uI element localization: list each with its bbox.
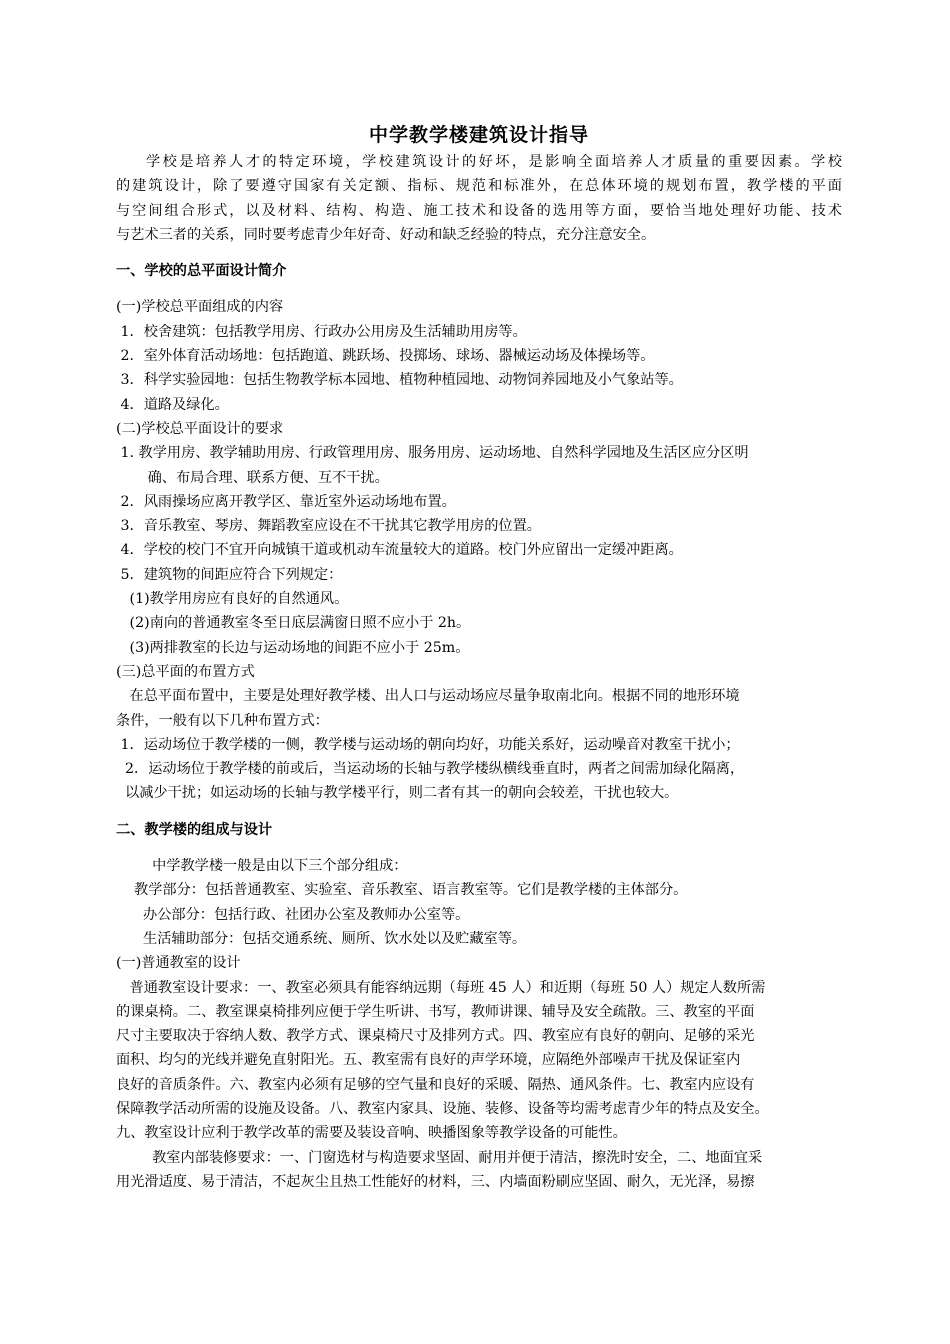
section2-line: (一)普通教室的设计 bbox=[116, 955, 241, 972]
section1-line: 3．科学实验园地：包括生物教学标本园地、植物种植园地、动物饲养园地及小气象站等。 bbox=[116, 372, 683, 389]
section1-line: 确、布局合理、联系方便、互不干扰。 bbox=[116, 469, 389, 486]
section1-line: (3)两排教室的长边与运动场地的间距不应小于 25m。 bbox=[116, 639, 470, 656]
section1-body bbox=[116, 295, 842, 805]
section2-line: 尺寸主要取决于容纳人数、教学方式、课桌椅尺寸及排列方式。四、教室应有良好的朝向、足够的采光 bbox=[116, 1028, 755, 1045]
section2-body bbox=[116, 854, 842, 1194]
section2-line: 教学部分：包括普通教室、实验室、音乐教室、语言教室等。它们是教学楼的主体部分。 bbox=[116, 882, 688, 899]
section2-line: 教室内部装修要求：一、门窗选材与构造要求坚固、耐用并便于清洁，擦洗时安全，二、地面宜采 bbox=[116, 1149, 763, 1166]
section1-line: 2．室外体育活动场地：包括跑道、跳跃场、投掷场、球场、器械运动场及体操场等。 bbox=[116, 348, 655, 365]
section1-line: 2．风雨操场应离开教学区、靠近室外运动场地布置。 bbox=[116, 493, 456, 510]
section1-line: (三)总平面的布置方式 bbox=[116, 663, 255, 680]
section1-line: 以减少干扰；如运动场的长轴与教学楼平行，则二者有其一的朝向会较差，干扰也较大。 bbox=[116, 785, 679, 802]
document-page bbox=[116, 122, 842, 1194]
section1-line: 1．运动场位于教学楼的一侧，教学楼与运动场的朝向均好，功能关系好，运动噪音对教室干扰小； bbox=[116, 736, 740, 753]
section1-line: 5．建筑物的间距应符合下列规定： bbox=[116, 566, 343, 583]
intro-paragraph bbox=[116, 150, 842, 247]
section1-line: 2．运动场位于教学楼的前或后，当运动场的长轴与教学楼纵横线垂直时，两者之间需加绿化隔离， bbox=[116, 761, 745, 778]
section1-line: (一)学校总平面组成的内容 bbox=[116, 299, 284, 316]
section2-line: 九、教室设计应利于教学改革的需要及装设音响、映播图象等教学设备的可能性。 bbox=[116, 1125, 627, 1142]
section2-line: 普通教室设计要求：一、教室必须具有能容纳远期（每班 45 人）和近期（每班 50 人）规定人数所需 bbox=[116, 979, 766, 996]
section1-line: 4．学校的校门不宜开向城镇干道或机动车流量较大的道路。校门外应留出一定缓冲距离。 bbox=[116, 542, 683, 559]
section2-line: 生活辅助部分：包括交通系统、厕所、饮水处以及贮藏室等。 bbox=[116, 930, 527, 947]
document-title: 中学教学楼建筑设计指导 bbox=[368, 124, 589, 146]
section2-line: 的课桌椅。二、教室课桌椅排列应便于学生听讲、书写，教师讲课、辅导及安全疏散。三、教室的平面 bbox=[116, 1003, 755, 1020]
section1-line: 1．校舍建筑：包括教学用房、行政办公用房及生活辅助用房等。 bbox=[116, 323, 527, 340]
section1-line: 4．道路及绿化。 bbox=[116, 396, 229, 413]
intro-line: 的建筑设计，除了要遵守国家有关定额、指标、规范和标准外，在总体环境的规划布置，教学楼的平面 bbox=[116, 178, 842, 195]
section2-line: 办公部分：包括行政、社团办公室及教师办公室等。 bbox=[116, 906, 470, 923]
section1-line: 1. 教学用房、教学辅助用房、行政管理用房、服务用房、运动场地、自然科学园地及生活区应分区明 bbox=[116, 445, 749, 462]
section1-line: (二)学校总平面设计的要求 bbox=[116, 420, 284, 437]
section-heading: 一、学校的总平面设计简介 bbox=[116, 263, 287, 280]
section1-line: 在总平面布置中，主要是处理好教学楼、出人口与运动场应尽量争取南北向。根据不同的地形环境 bbox=[116, 688, 740, 705]
intro-line: 与空间组合形式，以及材料、结构、构造、施工技术和设备的选用等方面，要恰当地处理好功能、技术 bbox=[116, 202, 842, 219]
section1-line: 3．音乐教室、琴房、舞蹈教室应设在不干扰其它教学用房的位置。 bbox=[116, 518, 541, 535]
section1-line: (1)教学用房应有良好的自然通风。 bbox=[116, 591, 349, 608]
intro-line: 与艺术三者的关系，同时要考虑青少年好奇、好动和缺乏经验的特点，充分注意安全。 bbox=[116, 226, 656, 243]
section2-line: 用光滑适度、易于清洁，不起灰尘且热工性能好的材料，三、内墙面粉刷应坚固、耐久，无光泽，易擦 bbox=[116, 1173, 755, 1190]
section2-line: 面积、均匀的光线并避免直射阳光。五、教室需有良好的声学环境，应隔绝外部噪声干扰及保证室内 bbox=[116, 1052, 741, 1069]
section2-line: 良好的音质条件。六、教室内必须有足够的空气量和良好的采暖、隔热、通风条件。七、教室内应设有 bbox=[116, 1076, 755, 1093]
section2-line: 中学教学楼一般是由以下三个部分组成： bbox=[116, 858, 408, 875]
section1-line: (2)南向的普通教室冬至日底层满窗日照不应小于 2h。 bbox=[116, 615, 471, 632]
section2-line: 保障教学活动所需的设施及设备。八、教室内家具、设施、装修、设备等均需考虑青少年的特点及安全。 bbox=[116, 1100, 769, 1117]
section-heading: 二、教学楼的组成与设计 bbox=[116, 821, 273, 838]
intro-line: 学校是培养人才的特定环境，学校建筑设计的好坏，是影响全面培养人才质量的重要因素。学校 bbox=[146, 154, 842, 170]
section1-line: 条件，一般有以下几种布置方式： bbox=[116, 712, 329, 729]
